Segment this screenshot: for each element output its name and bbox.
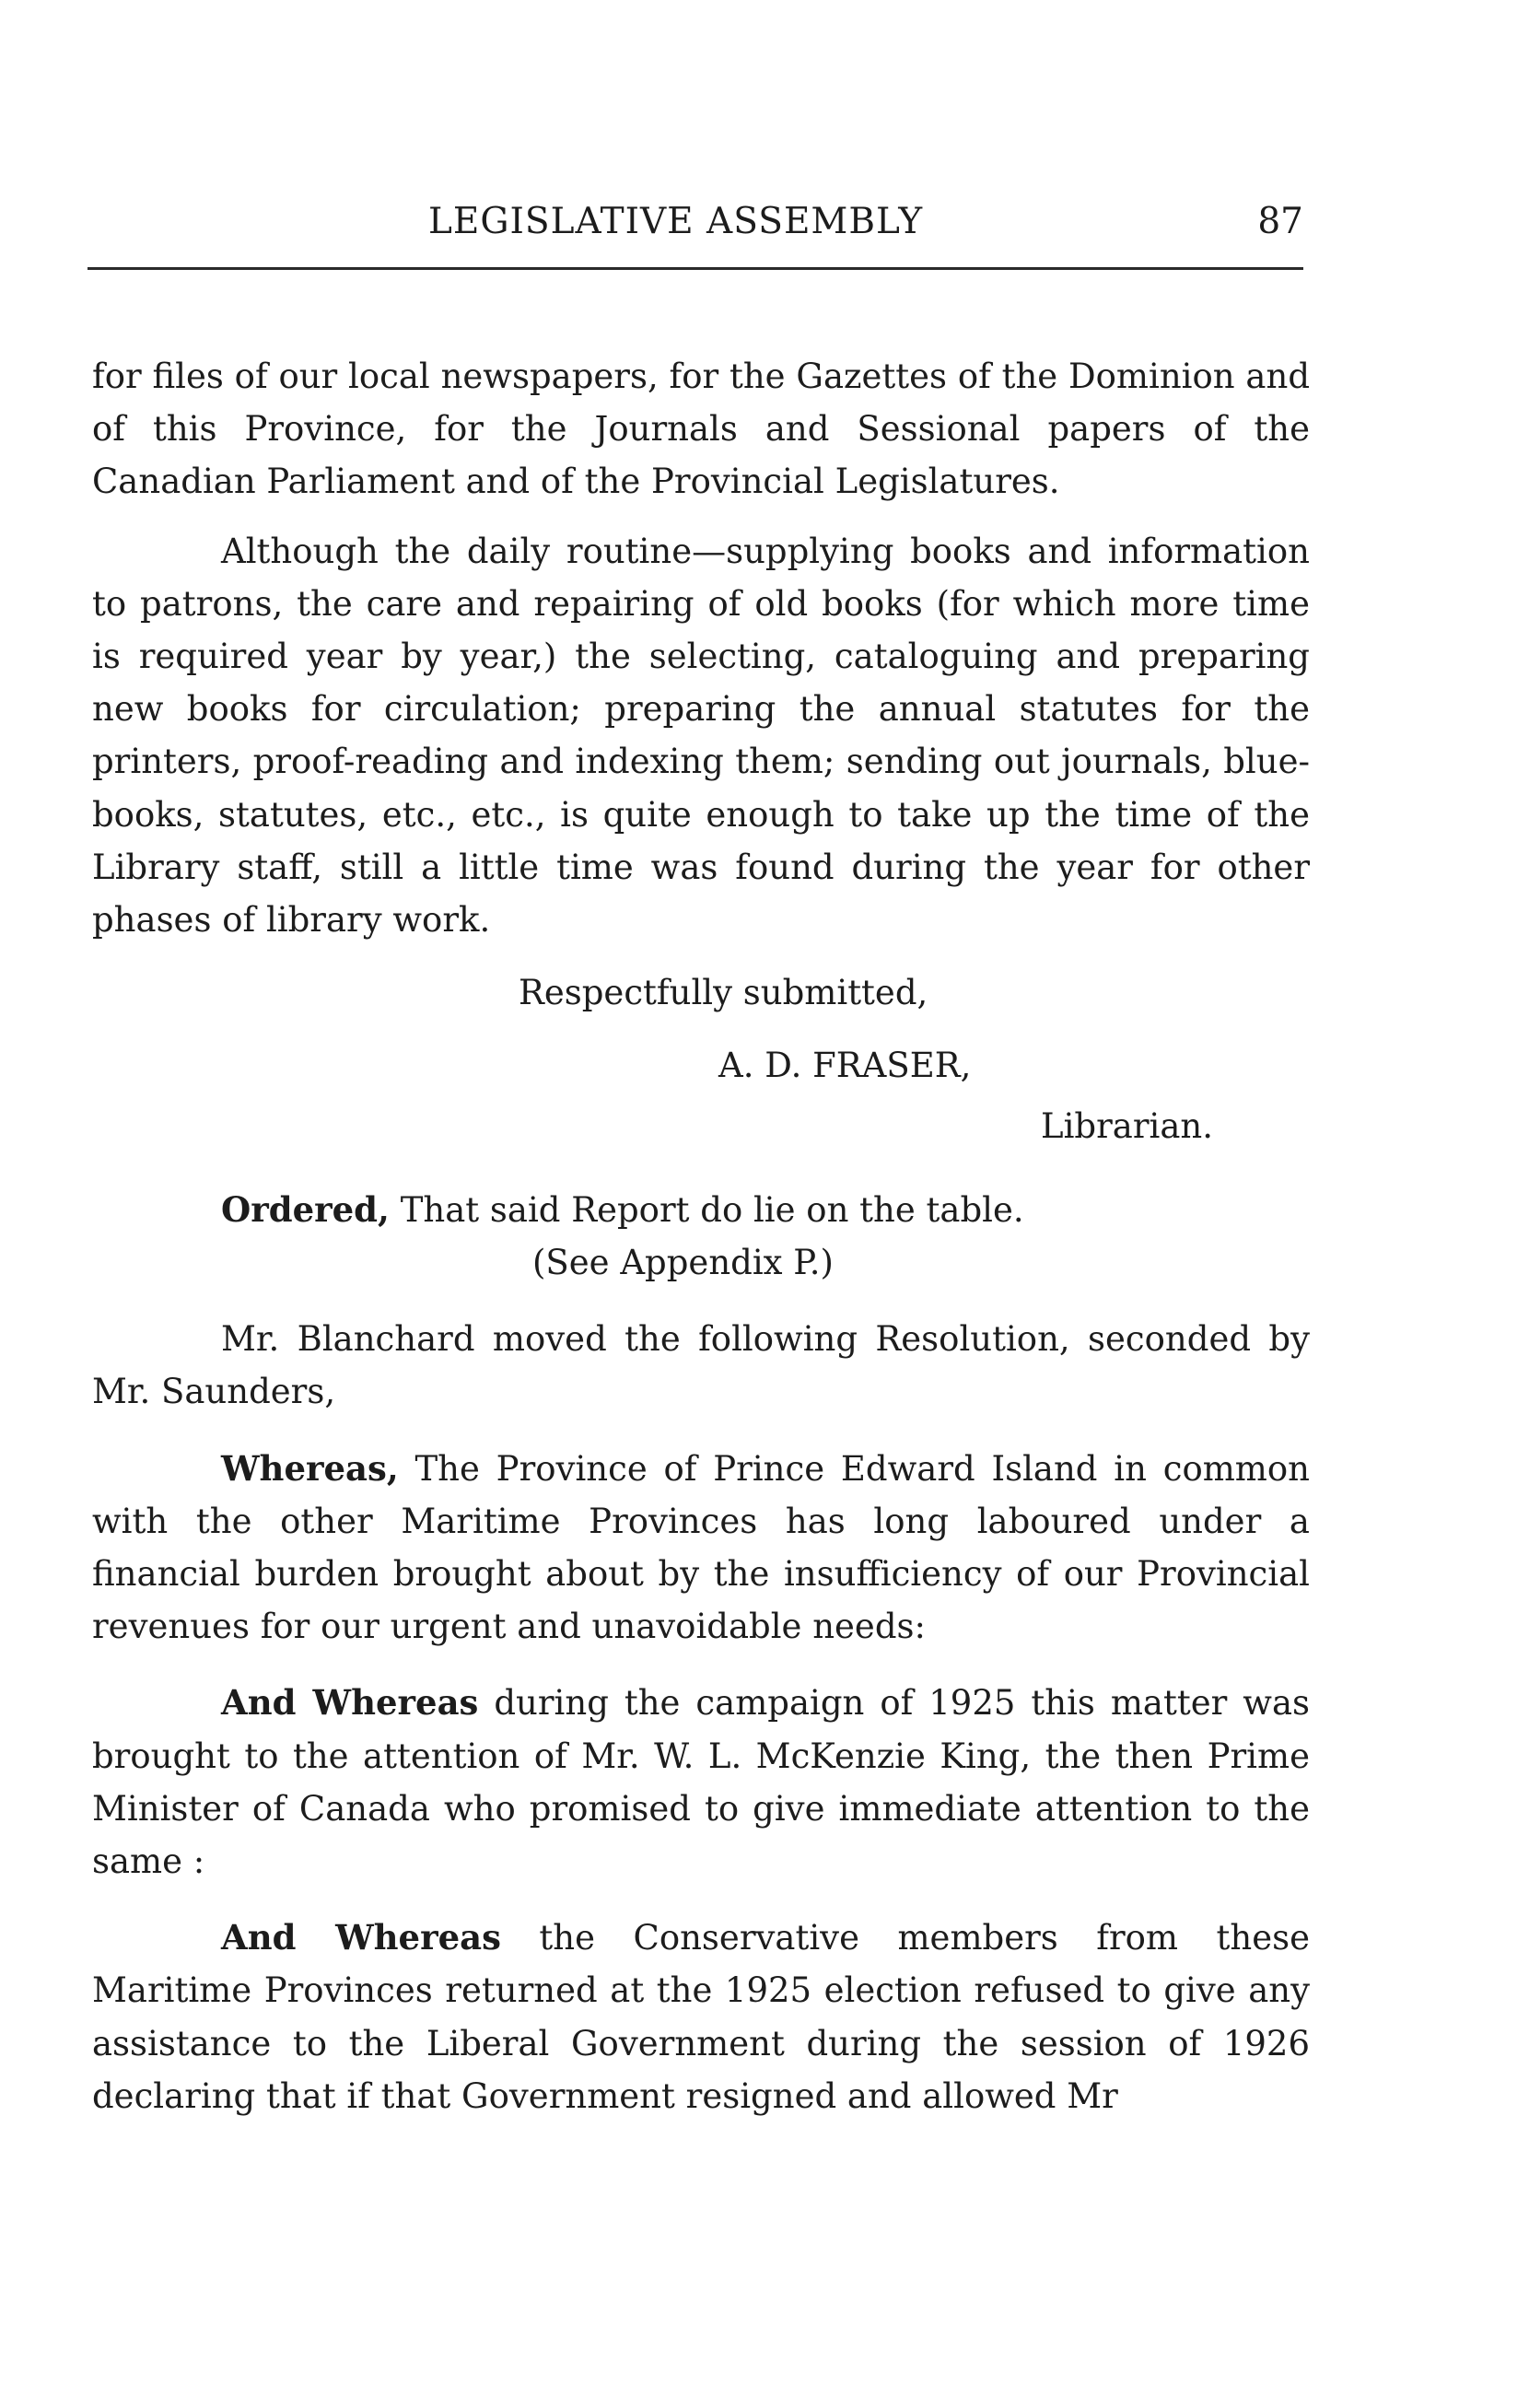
body-text <box>92 350 1310 2122</box>
paragraph-files: for files of our local newspapers, for the Gazettes of the Dominion and of this Province, for the Journals and Sessional papers of the Canadian Parliament and of the Provincial Legislatures. <box>92 357 1310 502</box>
whereas-paragraph-3 <box>92 1911 1310 2122</box>
running-header <box>88 201 1303 256</box>
whereas-3-lead: And Whereas <box>221 1917 501 1958</box>
order-paragraph <box>92 1184 1310 1236</box>
whereas-paragraph-1 <box>92 1443 1310 1654</box>
signature-title: Librarian. <box>1041 1105 1214 1146</box>
whereas-paragraph-2 <box>92 1677 1310 1888</box>
signature-name: A. D. FRASER, <box>718 1046 972 1086</box>
paragraph-daily-routine: Although the daily routine—supplying books and information to patrons, the care and repairing of old books (for which more time is required year by year,) the selecting, cataloguing and preparing new books for circulation; preparing the annual statutes for the printers, proof-reading and indexing them; sending out journals, blue-books, statutes, etc., etc., is quite enough to take up the time of the Library staff, still a little time was found during the year for other phases of library work. <box>92 531 1310 941</box>
page-number: 87 <box>1257 201 1303 242</box>
order-text: That said Report do lie on the table. <box>389 1189 1024 1230</box>
whereas-2-text: during the campaign of 1925 this matter was brought to the attention of Mr. W. L. McKenzie King, the then Prime Minister of Canada who promised to give immediate attention to the same : <box>92 1683 1310 1882</box>
signature-closing: Respectfully submitted, <box>519 973 928 1013</box>
resolution-intro: Mr. Blanchard moved the following Resolution, seconded by Mr. Saunders, <box>92 1319 1310 1412</box>
running-title: LEGISLATIVE ASSEMBLY <box>428 201 924 242</box>
whereas-3-text: the Conservative members from these Maritime Provinces returned at the 1925 election refused to give any assistance to the Liberal Government during the session of 1926 declaring that if that Government resigned and allowed Mr <box>92 1918 1310 2116</box>
header-rule <box>88 267 1303 270</box>
appendix-note: (See Appendix P.) <box>532 1243 834 1283</box>
whereas-1-lead: Whereas, <box>221 1447 399 1489</box>
whereas-1-text: The Province of Prince Edward Island in common with the other Maritime Provinces has long laboured under a financial burden brought about by the insufficiency of our Provincial revenues for our urgent and unavoidable needs: <box>92 1448 1310 1647</box>
order-lead: Ordered, <box>221 1188 390 1230</box>
whereas-2-lead: And Whereas <box>221 1682 479 1724</box>
